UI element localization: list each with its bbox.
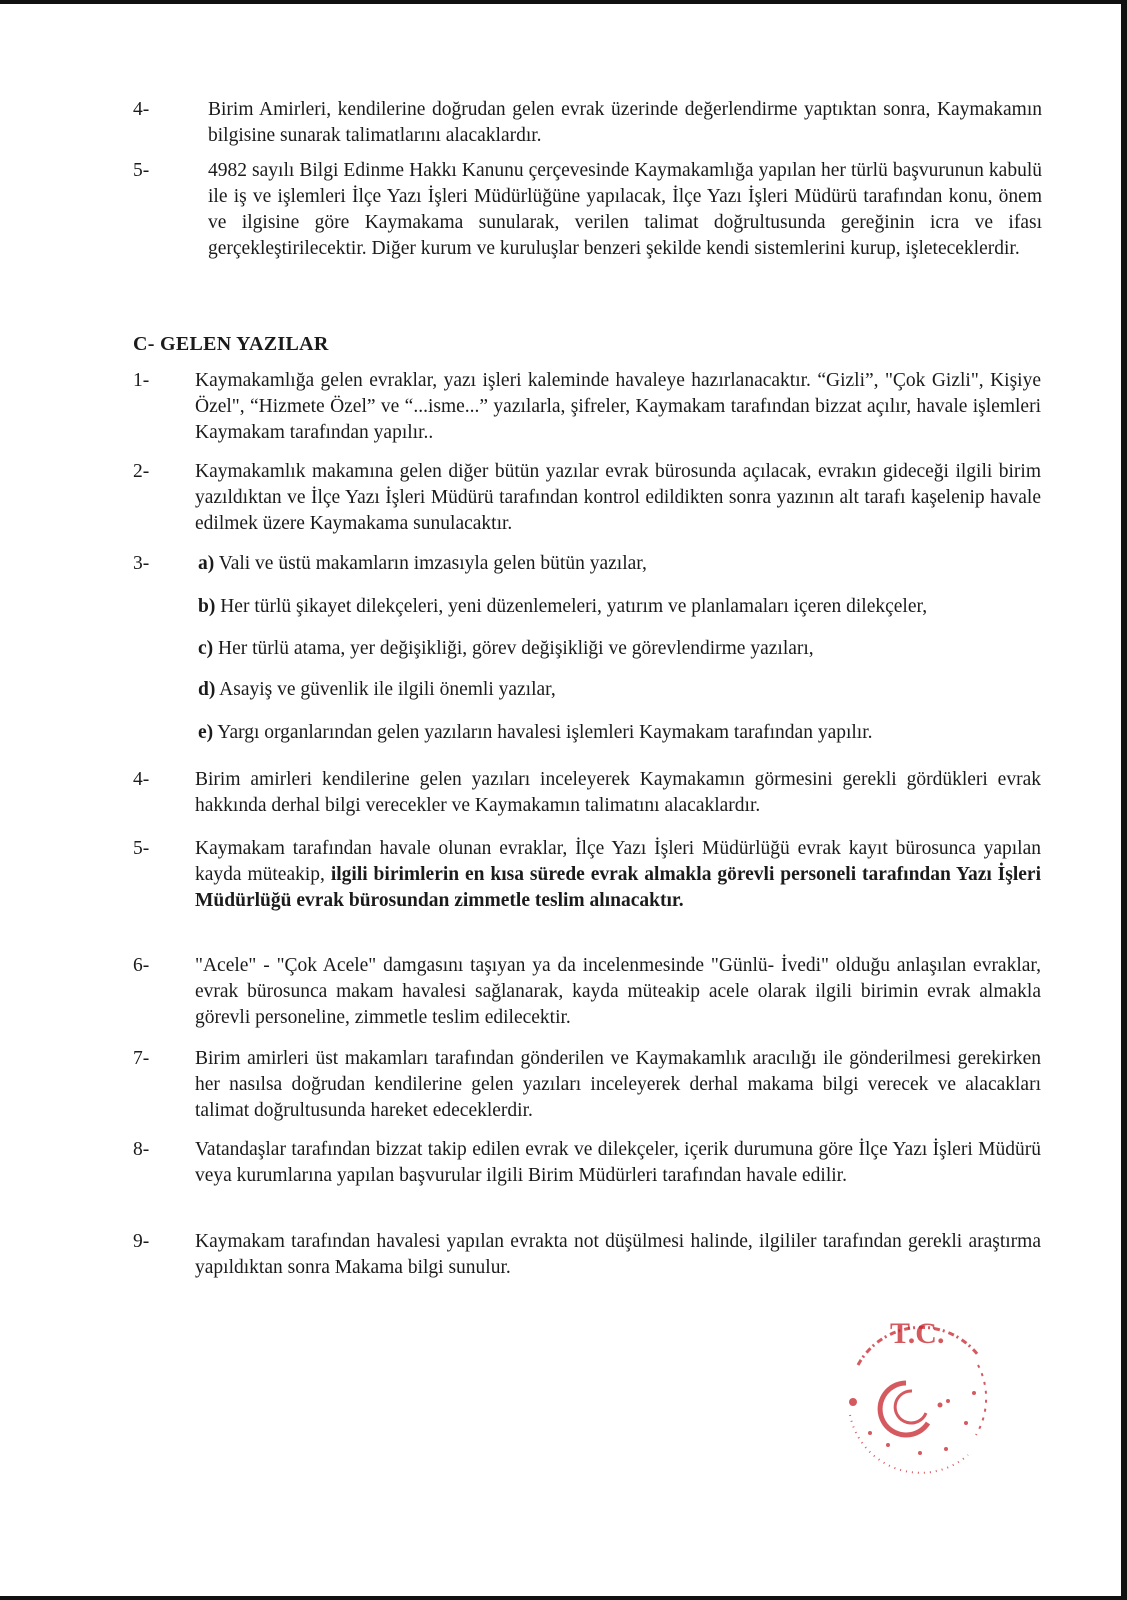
sub-item-text: Yargı organlarından gelen yazıların havalesi işlemleri Kaymakam tarafından yapılır.: [213, 722, 873, 743]
sub-item-letter: d): [198, 679, 216, 700]
item-text-bold: ilgili birimlerin en kısa sürede evrak almakla görevli personeli tarafından Yazı İşleri Müdürlüğü evrak bürosundan zimmetle teslim alınacaktır.: [195, 864, 1042, 911]
sub-item-text: Vali ve üstü makamların imzasıyla gelen bütün yazılar,: [214, 553, 647, 574]
item-number: 5-: [133, 838, 150, 859]
sub-item-letter: a): [198, 553, 215, 574]
item-number: 2-: [133, 461, 150, 482]
item-text: Kaymakam tarafından havalesi yapılan evrakta not düşülmesi halinde, ilgililer tarafından gerekli araştırma yapıldıktan sonra Makama bilgi sunulur.: [195, 1231, 1041, 1278]
sub-item: [198, 551, 647, 577]
item-text-normal: Kaymakam tarafından havale olunan evraklar, İlçe Yazı İşleri Müdürlüğü evrak kayıt bürosunca yapılan kayda müteakip,: [195, 838, 1041, 885]
official-seal-stamp: [828, 1305, 1008, 1485]
sub-item-letter: c): [198, 638, 214, 659]
sub-item-text: Asayiş ve güvenlik ile ilgili önemli yazılar,: [215, 679, 556, 700]
item-text: Kaymakamlığa gelen evraklar, yazı işleri kaleminde havaleye hazırlanacaktır. “Gizli”, "Çok Gizli", Kişiye Özel", “Hizmete Özel” ve “...isme...” yazılarla, şifreler, Kaymakam tarafından bizzat açılır, havale işlemleri Kaymakam tarafından yapılır..: [195, 370, 1041, 443]
item-text: [195, 836, 1041, 914]
item-text: "Acele" - "Çok Acele" damgasını taşıyan ya da incelenmesinde "Günlü- İvedi" olduğu anlaşılan evraklar, evrak bürosunca makam havalesi sağlanarak, kayda müteakip acele olarak ilgili birimin evrak almakla görevli personeline, zimmetle teslim edilecektir.: [195, 955, 1041, 1028]
sub-item: [198, 594, 927, 620]
item-number: 8-: [133, 1139, 150, 1160]
item-text: Birim amirleri kendilerine gelen yazıları inceleyerek Kaymakamın görmesini gerekli gördükleri evrak hakkında derhal bilgi verecekler ve Kaymakamın talimatını alacaklardır.: [195, 769, 1041, 816]
sub-item: [198, 720, 873, 746]
item-text: Birim amirleri üst makamları tarafından gönderilen ve Kaymakamlık aracılığı ile gönderilmesi gerekirken her nasılsa doğrudan kendilerine gelen yazıları inceleyerek derhal makama bilgi verecek ve alacakları talimat doğrultusunda hareket edeceklerdir.: [195, 1048, 1041, 1121]
sub-item-text: Her türlü şikayet dilekçeleri, yeni düzenlemeleri, yatırım ve planlamaları içeren dilekçeler,: [215, 596, 928, 617]
item-number: 3-: [133, 553, 150, 574]
item-number: 4-: [133, 769, 150, 790]
item-text: Birim Amirleri, kendilerine doğrudan gelen evrak üzerinde değerlendirme yaptıktan sonra, Kaymakamın bilgisine sunarak talimatlarını alacaklardır.: [208, 99, 1042, 146]
item-text: Vatandaşlar tarafından bizzat takip edilen evrak ve dilekçeler, içerik durumuna göre İlçe Yazı İşleri Müdürü veya kurumlarına yapılan başvurular ilgili Birim Müdürleri tarafından havale edilir.: [195, 1139, 1041, 1186]
sub-item: [198, 677, 556, 703]
sub-item: [198, 636, 814, 662]
item-text: Kaymakamlık makamına gelen diğer bütün yazılar evrak bürosunda açılacak, evrakın gideceği ilgili birim yazıldıktan ve İlçe Yazı İşleri Müdürü tarafından kontrol edildikten sonra yazının alt tarafı kaşelenip havale edilmek üzere Kaymakama sunulacaktır.: [195, 461, 1041, 534]
seal-lettering: T.C.: [890, 1317, 945, 1350]
sub-item-letter: b): [198, 596, 216, 617]
seal-icon: [828, 1305, 1008, 1485]
item-number: 4-: [133, 99, 150, 120]
sub-item-letter: e): [198, 722, 214, 743]
item-number: 1-: [133, 370, 150, 391]
sub-item-text: Her türlü atama, yer değişikliği, görev değişikliği ve görevlendirme yazıları,: [213, 638, 814, 659]
section-heading: C- GELEN YAZILAR: [133, 333, 329, 355]
item-number: 7-: [133, 1048, 150, 1069]
item-number: 9-: [133, 1231, 150, 1252]
item-text: 4982 sayılı Bilgi Edinme Hakkı Kanunu çerçevesinde Kaymakamlığa yapılan her türlü başvurunun kabulü ile iş ve işlemleri İlçe Yazı İşleri Müdürlüğüne yapılacak, İlçe Yazı İşleri Müdürü tarafından konu, önem ve ilgisine göre Kaymakama sunularak, verilen talimat doğrultusunda gereğinin icra ve ifası gerçekleştirilecektir. Diğer kurum ve kuruluşlar benzeri şekilde kendi sistemlerini kurup, işleteceklerdir.: [208, 160, 1042, 259]
item-number: 6-: [133, 955, 150, 976]
item-number: 5-: [133, 160, 150, 181]
